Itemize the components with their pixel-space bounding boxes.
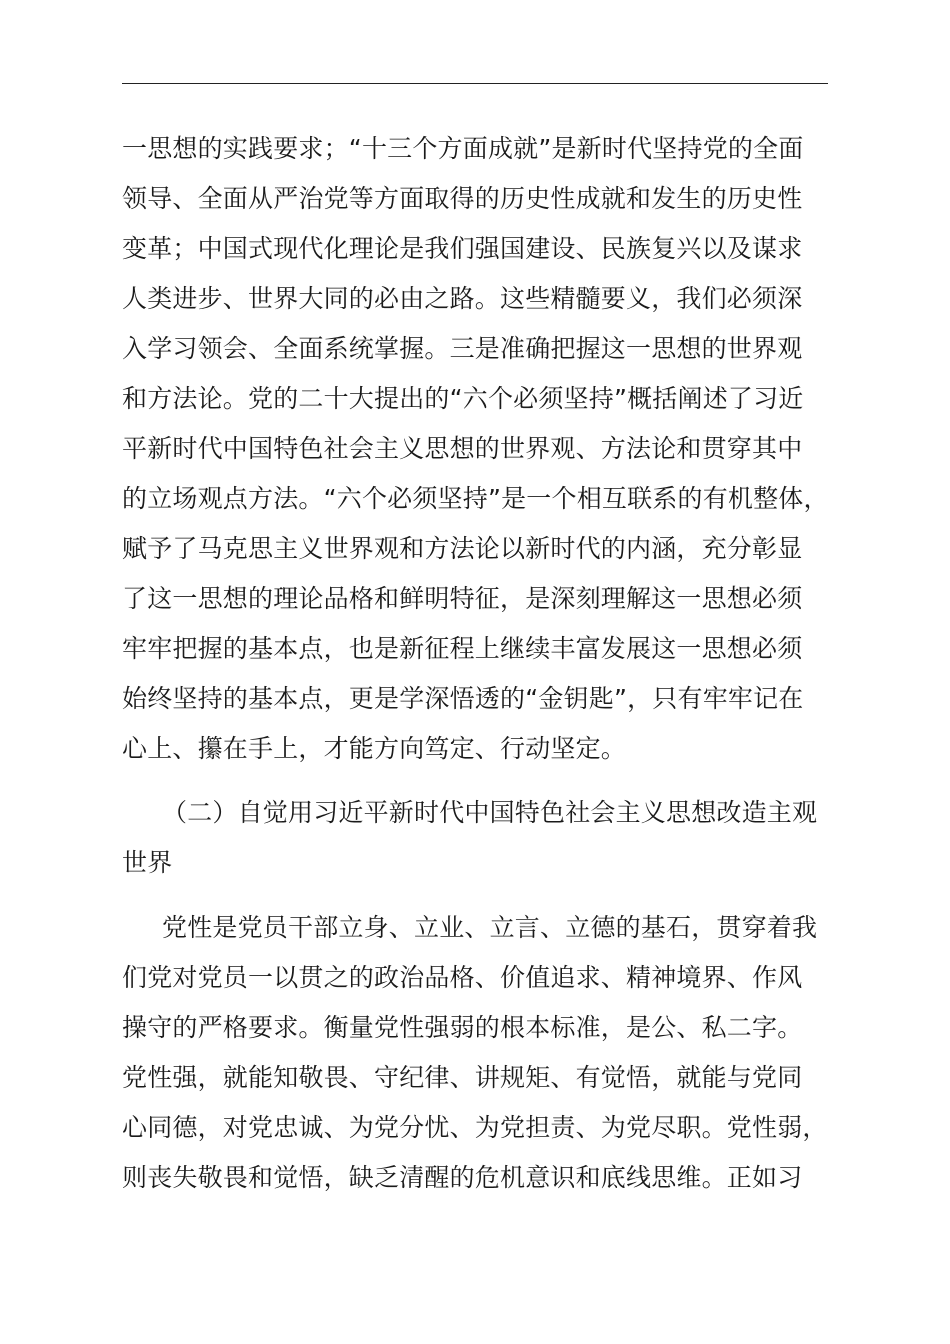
text-line: 领导、全面从严治党等方面取得的历史性成就和发生的历史性 (122, 184, 803, 213)
text-line: 们党对党员一以贯之的政治品格、价值追求、精神境界、作风 (122, 963, 803, 992)
text-line: 赋予了马克思主义世界观和方法论以新时代的内涵，充分彰显 (122, 534, 803, 563)
text-line: 变革；中国式现代化理论是我们强国建设、民族复兴以及谋求 (122, 234, 803, 263)
text-line: 始终坚持的基本点，更是学深悟透的“金钥匙”，只有牢牢记在 (122, 684, 804, 713)
text-line: 人类进步、世界大同的必由之路。这些精髓要义，我们必须深 (122, 284, 803, 313)
header-rule (122, 83, 828, 84)
text-line: 操守的严格要求。衡量党性强弱的根本标准，是公、私二字。 (122, 1013, 803, 1042)
text-line: 和方法论。党的二十大提出的“六个必须坚持”概括阐述了习近 (122, 384, 804, 413)
text-line: 则丧失敬畏和觉悟，缺乏清醒的危机意识和底线思维。正如习 (122, 1163, 803, 1192)
text-line: 心同德，对党忠诚、为党分忧、为党担责、为党尽职。党性弱， (122, 1113, 828, 1142)
text-line: 平新时代中国特色社会主义思想的世界观、方法论和贯穿其中 (122, 434, 803, 463)
heading-line: （二）自觉用习近平新时代中国特色社会主义思想改造主观 (162, 798, 818, 827)
text-line: 牢牢把握的基本点，也是新征程上继续丰富发展这一思想必须 (122, 634, 803, 663)
heading-line: 世界 (122, 848, 173, 877)
text-line: 一思想的实践要求；“十三个方面成就”是新时代坚持党的全面 (122, 134, 804, 163)
text-line: 了这一思想的理论品格和鲜明特征，是深刻理解这一思想必须 (122, 584, 803, 613)
text-line: 党性是党员干部立身、立业、立言、立德的基石，贯穿着我 (162, 913, 818, 942)
text-line: 党性强，就能知敬畏、守纪律、讲规矩、有觉悟，就能与党同 (122, 1063, 803, 1092)
text-line: 心上、攥在手上，才能方向笃定、行动坚定。 (122, 734, 627, 763)
text-line: 入学习领会、全面系统掌握。三是准确把握这一思想的世界观 (122, 334, 803, 363)
text-line: 的立场观点方法。“六个必须坚持”是一个相互联系的有机整体， (122, 484, 829, 513)
